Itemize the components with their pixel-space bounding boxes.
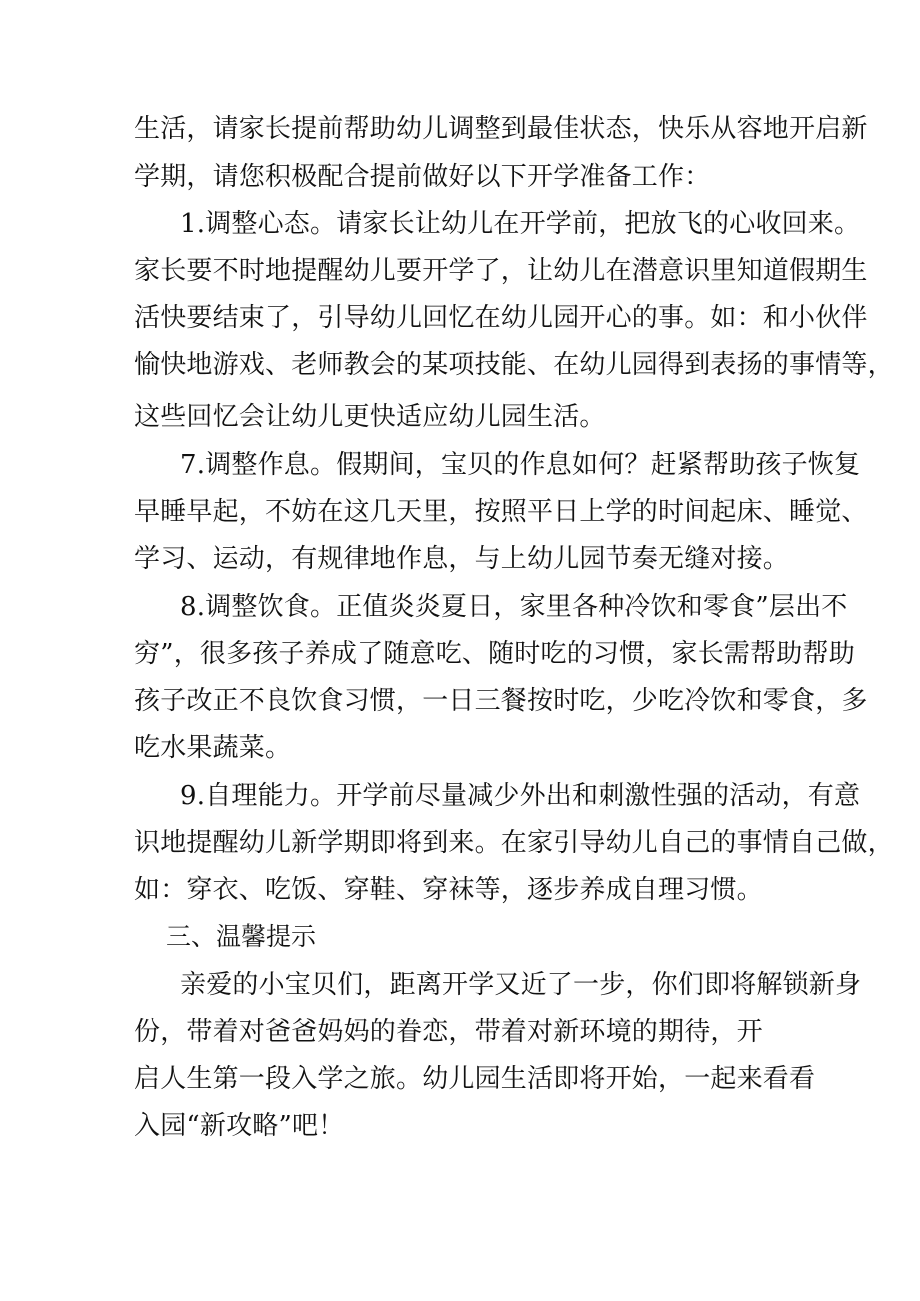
paragraph-line: 吃水果蔬菜。 bbox=[134, 733, 292, 763]
paragraph-line: 生活，请家长提前帮助幼儿调整到最佳状态，快乐从容地开启新 bbox=[134, 114, 868, 144]
paragraph-line: 孩子改正不良饮食习惯，一日三餐按时吃，少吃冷饮和零食，多 bbox=[134, 686, 868, 716]
paragraph-line: 家长要不时地提醒幼儿要开学了，让幼儿在潜意识里知道假期生 bbox=[134, 256, 868, 286]
paragraph-line: 识地提醒幼儿新学期即将到来。在家引导幼儿自己的事情自己做， bbox=[134, 828, 894, 858]
paragraph-line: 穷”，很多孩子养成了随意吃、随时吃的习惯，家长需帮助帮助 bbox=[134, 639, 855, 669]
closing-line: 份，带着对爸爸妈妈的眷恋，带着对新环境的期待，开 bbox=[134, 1017, 763, 1047]
list-item-adjust-schedule: 7.调整作息。假期间，宝贝的作息如何？赶紧帮助孩子恢复 bbox=[180, 450, 861, 480]
list-item-self-care: 9.自理能力。开学前尽量减少外出和刺激性强的活动，有意 bbox=[180, 781, 861, 811]
paragraph-line: 学习、运动，有规律地作息，与上幼儿园节奏无缝对接。 bbox=[134, 544, 790, 574]
closing-line: 亲爱的小宝贝们，距离开学又近了一步，你们即将解锁新身 bbox=[180, 970, 862, 1000]
list-item-adjust-mindset: 1.调整心态。请家长让幼儿在开学前，把放飞的心收回来。 bbox=[180, 209, 861, 239]
paragraph-line: 学期，请您积极配合提前做好以下开学准备工作： bbox=[134, 162, 711, 192]
paragraph-line: 早睡早起，不妨在这几天里，按照平日上学的时间起床、睡觉、 bbox=[134, 497, 868, 527]
paragraph-line: 这些回忆会让幼儿更快适应幼儿园生活。 bbox=[134, 402, 606, 432]
closing-line: 入园“新攻略”吧！ bbox=[134, 1111, 345, 1141]
closing-line: 启人生第一段入学之旅。幼儿园生活即将开始，一起来看看 bbox=[134, 1064, 816, 1094]
list-item-adjust-diet: 8.调整饮食。正值炎炎夏日，家里各种冷饮和零食”层出不 bbox=[180, 592, 848, 622]
paragraph-line: 活快要结束了，引导幼儿回忆在幼儿园开心的事。如：和小伙伴 bbox=[134, 303, 868, 333]
paragraph-line: 愉快地游戏、老师教会的某项技能、在幼儿园得到表扬的事情等， bbox=[134, 350, 894, 380]
paragraph-line: 如：穿衣、吃饭、穿鞋、穿袜等，逐步养成自理习惯。 bbox=[134, 875, 763, 905]
section-heading: 三、温馨提示 bbox=[166, 922, 317, 951]
